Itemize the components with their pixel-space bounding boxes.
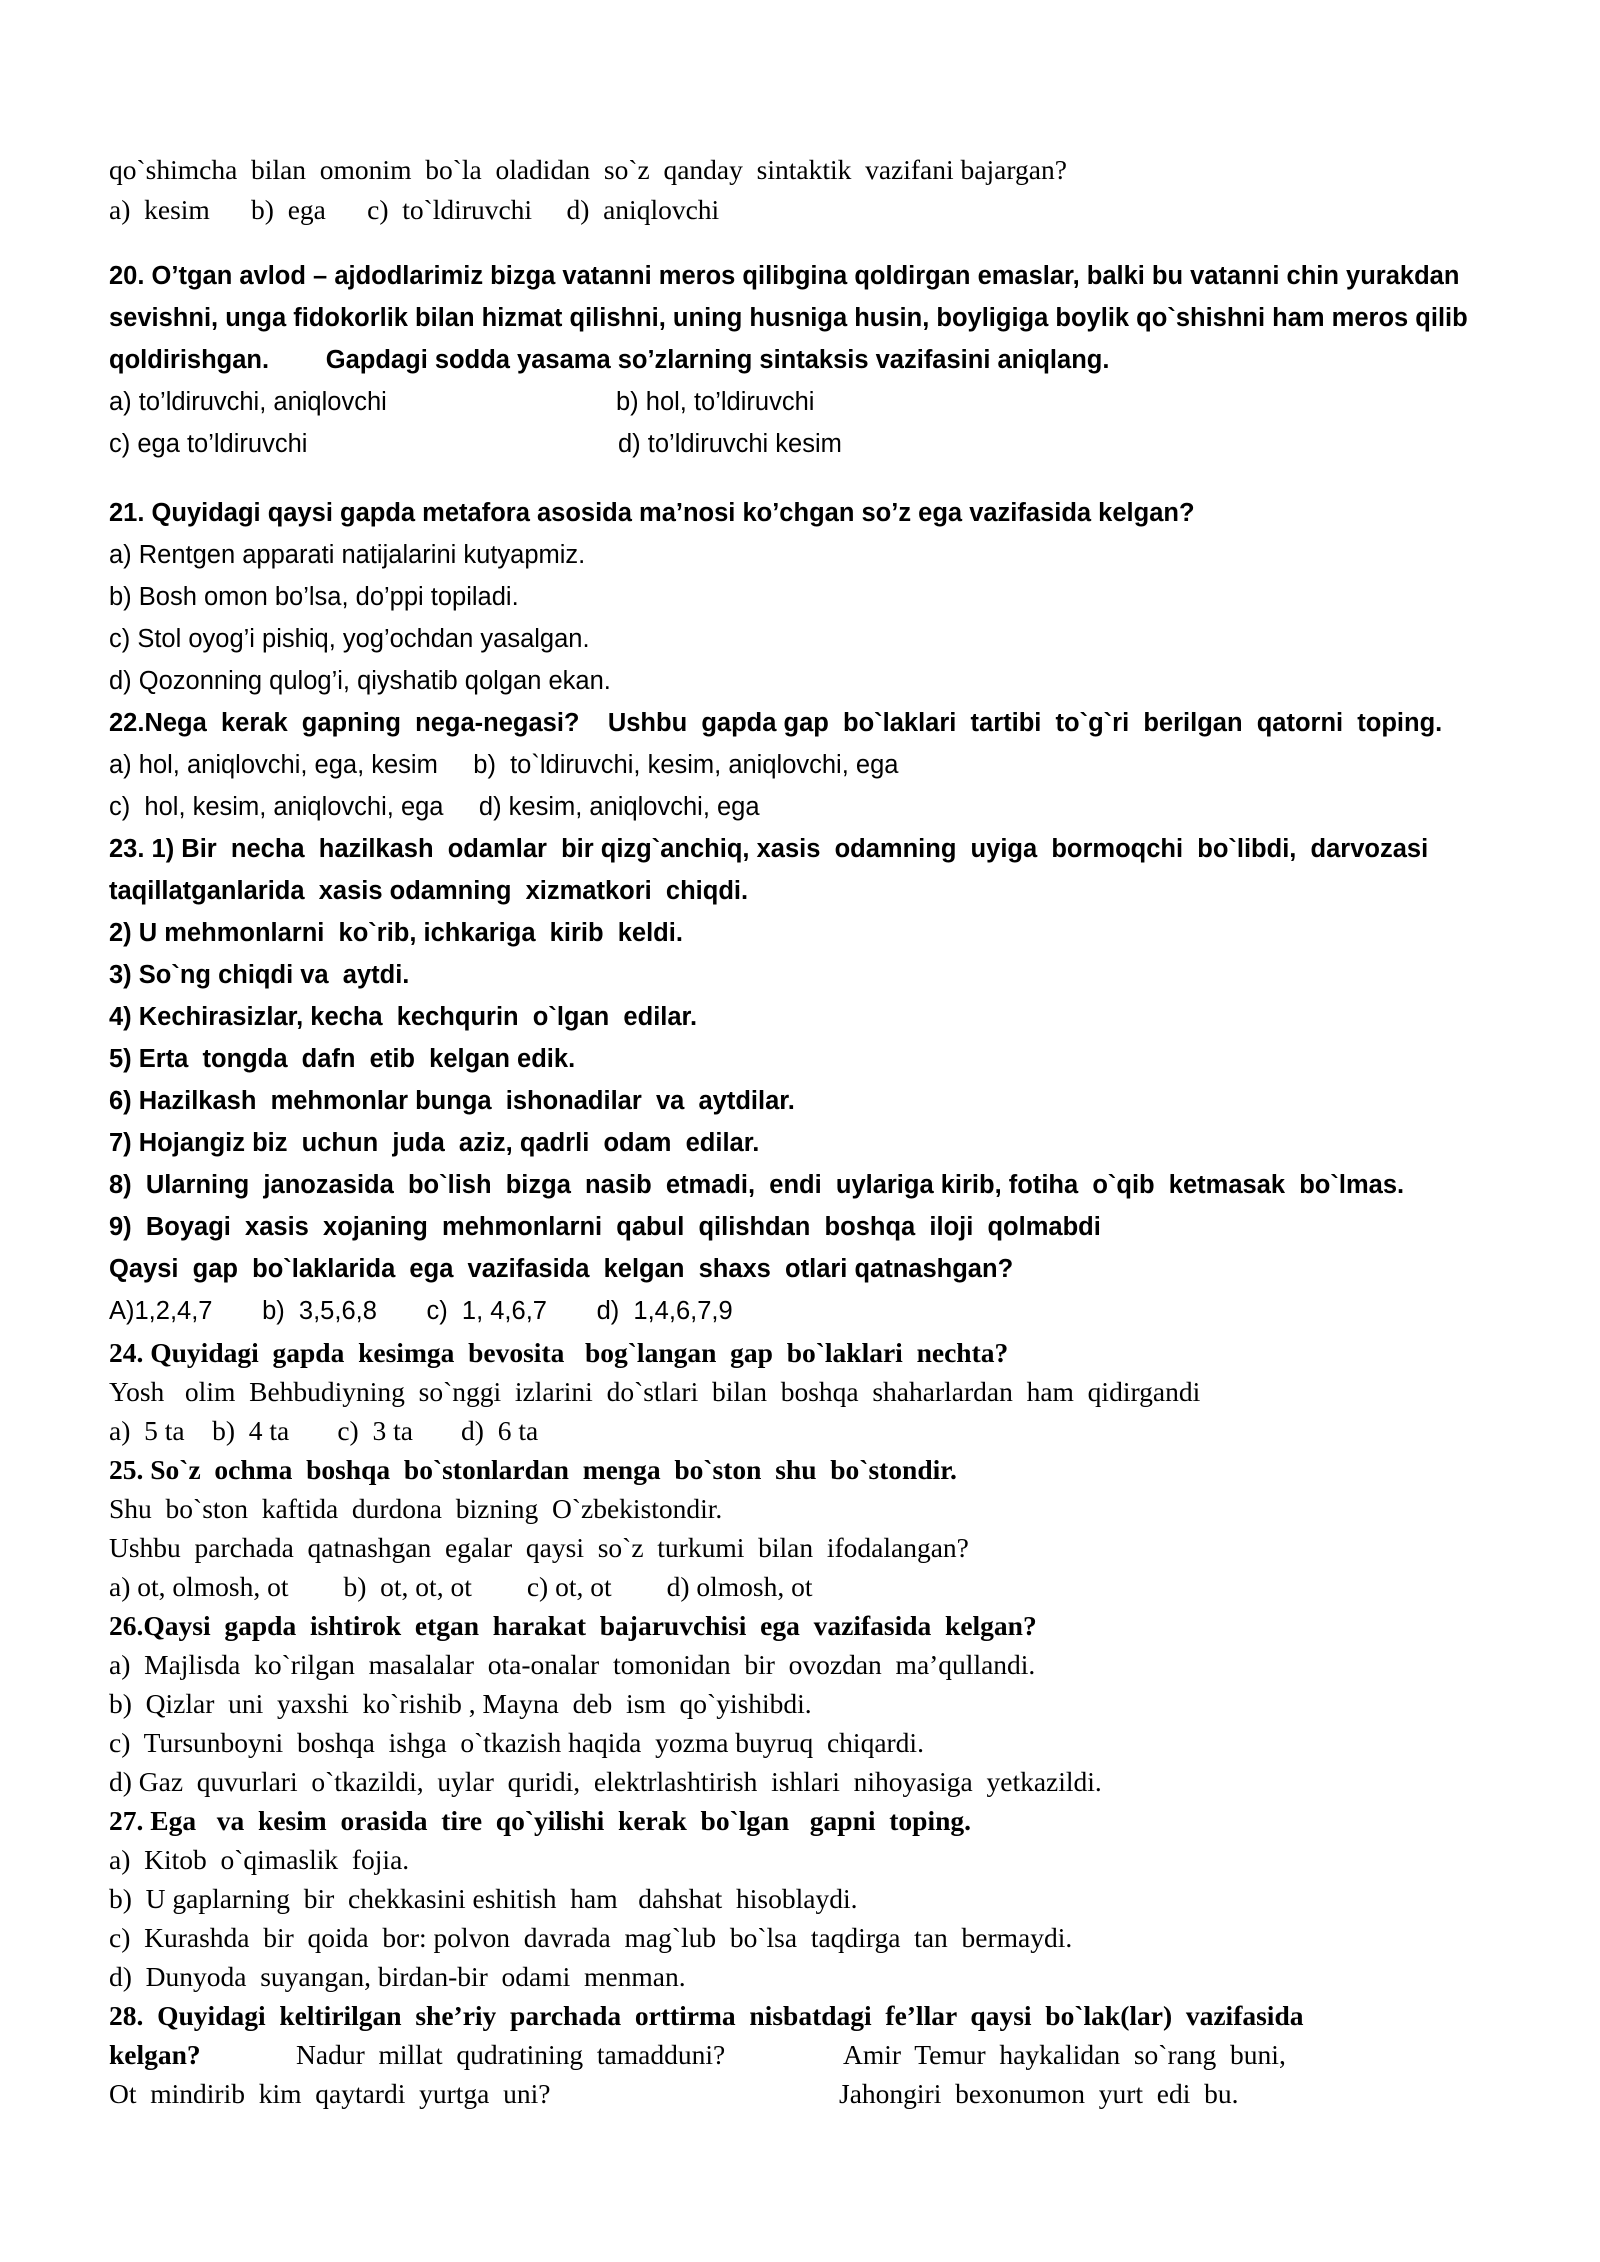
q20-option-b: b) hol, to’ldiruvchi	[616, 388, 815, 416]
q24-options: a) 5 ta b) 4 ta c) 3 ta d) 6 ta	[109, 1415, 539, 1446]
q24-question: 24. Quyidagi gapda kesimga bevosita bog`langan gap bo`laklari nechta?	[109, 1337, 1009, 1368]
q20-text-line2: sevishni, unga fidokorlik bilan hizmat qilishni, uning husniga husin, boyligiga boylik qo`shishni ham meros qilib	[109, 304, 1468, 332]
q23-question: Qaysi gap bo`laklarida ega vazifasida kelgan shaxs otlari qatnashgan?	[109, 1255, 1014, 1283]
q25-options: a) ot, olmosh, ot b) ot, ot, ot c) ot, ot d) olmosh, ot	[109, 1571, 813, 1602]
q28-verse-line4: Jahongiri bexonumon yurt edi bu.	[839, 2078, 1239, 2109]
q25-verse-line2: Shu bo`ston kaftida durdona bizning O`zbekistondir.	[109, 1493, 723, 1524]
q23-options: A)1,2,4,7 b) 3,5,6,8 c) 1, 4,6,7 d) 1,4,6,7,9	[109, 1297, 733, 1325]
q26-option-b: b) Qizlar uni yaxshi ko`rishib , Mayna deb ism qo`yishibdi.	[109, 1688, 812, 1719]
q26-option-a: a) Majlisda ko`rilgan masalalar ota-onalar tomonidan bir ovozdan ma’qullandi.	[109, 1649, 1036, 1680]
q21-option-b: b) Bosh omon bo’lsa, do’ppi topiladi.	[109, 583, 519, 611]
q22-options-line2: c) hol, kesim, aniqlovchi, ega d) kesim, aniqlovchi, ega	[109, 793, 760, 821]
q26-question: 26.Qaysi gapda ishtirok etgan harakat bajaruvchisi ega vazifasida kelgan?	[109, 1610, 1037, 1641]
q28-verse-line3: Ot mindirib kim qaytardi yurtga uni?	[109, 2078, 551, 2109]
q20-option-d: d) to’ldiruvchi kesim	[618, 430, 842, 458]
q27-option-d: d) Dunyoda suyangan, birdan-bir odami menman.	[109, 1961, 686, 1992]
q23-sentence-5: 5) Erta tongda dafn etib kelgan edik.	[109, 1045, 576, 1073]
q28-question-line1: 28. Quyidagi keltirilgan she’riy parchada orttirma nisbatdagi fe’llar qaysi bo`lak(lar) vazifasida	[109, 2000, 1304, 2031]
q26-option-c: c) Tursunboyni boshqa ishga o`tkazish haqida yozma buyruq chiqardi.	[109, 1727, 924, 1758]
q24-sentence: Yosh olim Behbudiyning so`nggi izlarini do`stlari bilan boshqa shaharlardan ham qidirgandi	[109, 1376, 1201, 1407]
q28-verse-line2: Amir Temur haykalidan so`rang buni,	[843, 2039, 1286, 2070]
q21-option-d: d) Qozonning qulog’i, qiyshatib qolgan ekan.	[109, 667, 611, 695]
q25-question: Ushbu parchada qatnashgan egalar qaysi so`z turkumi bilan ifodalangan?	[109, 1532, 969, 1563]
q20-text-line3: qoldirishgan. Gapdagi sodda yasama so’zlarning sintaksis vazifasini aniqlang.	[109, 346, 1110, 374]
q21-option-a: a) Rentgen apparati natijalarini kutyapmiz.	[109, 541, 586, 569]
q20-option-c: c) ega to’ldiruvchi	[109, 430, 308, 458]
q21-question: 21. Quyidagi qaysi gapda metafora asosida ma’nosi ko’chgan so’z ega vazifasida kelgan?	[109, 499, 1195, 527]
q19-options: a) kesim b) ega c) to`ldiruvchi d) aniqlovchi	[109, 194, 720, 225]
q23-sentence-4: 4) Kechirasizlar, kecha kechqurin o`lgan edilar.	[109, 1003, 698, 1031]
q23-sentence-8: 8) Ularning janozasida bo`lish bizga nasib etmadi, endi uylariga kirib, fotiha o`qib ketmasak bo`lmas.	[109, 1171, 1405, 1199]
q23-sentence-2: 2) U mehmonlarni ko`rib, ichkariga kirib keldi.	[109, 919, 683, 947]
q27-option-b: b) U gaplarning bir chekkasini eshitish ham dahshat hisoblaydi.	[109, 1883, 858, 1914]
q21-option-c: c) Stol oyog’i pishiq, yog’ochdan yasalgan.	[109, 625, 590, 653]
q23-text-line2: taqillatganlarida xasis odamning xizmatkori chiqdi.	[109, 877, 749, 905]
q22-options-line1: a) hol, aniqlovchi, ega, kesim b) to`ldiruvchi, kesim, aniqlovchi, ega	[109, 751, 899, 779]
q23-text-line1: 23. 1) Bir necha hazilkash odamlar bir qizg`anchiq, xasis odamning uyiga bormoqchi bo`libdi, darvozasi	[109, 835, 1429, 863]
q19-question-tail: qo`shimcha bilan omonim bo`la oladidan so`z qanday sintaktik vazifani bajargan?	[109, 154, 1067, 185]
q23-sentence-6: 6) Hazilkash mehmonlar bunga ishonadilar va aytdilar.	[109, 1087, 795, 1115]
q23-sentence-7: 7) Hojangiz biz uchun juda aziz, qadrli odam edilar.	[109, 1129, 760, 1157]
q26-option-d: d) Gaz quvurlari o`tkazildi, uylar quridi, elektrlashtirish ishlari nihoyasiga yetkazildi.	[109, 1766, 1102, 1797]
q27-option-c: c) Kurashda bir qoida bor: polvon davrada mag`lub bo`lsa taqdirga tan bermaydi.	[109, 1922, 1073, 1953]
q20-text-line1: 20. O’tgan avlod – ajdodlarimiz bizga vatanni meros qilibgina qoldirgan emaslar, balki bu vatanni chin yurakdan	[109, 262, 1460, 290]
q27-option-a: a) Kitob o`qimaslik fojia.	[109, 1844, 410, 1875]
q20-option-a: a) to’ldiruvchi, aniqlovchi	[109, 388, 387, 416]
q23-sentence-3: 3) So`ng chiqdi va aytdi.	[109, 961, 410, 989]
q28-question-line2: kelgan?	[109, 2039, 201, 2070]
q25-verse-line1: 25. So`z ochma boshqa bo`stonlardan menga bo`ston shu bo`stondir.	[109, 1454, 957, 1485]
q27-question: 27. Ega va kesim orasida tire qo`yilishi kerak bo`lgan gapni toping.	[109, 1805, 972, 1836]
q28-verse-line1: Nadur millat qudratining tamadduni?	[296, 2039, 726, 2070]
q23-sentence-9: 9) Boyagi xasis xojaning mehmonlarni qabul qilishdan boshqa iloji qolmabdi	[109, 1213, 1101, 1241]
q22-question: 22.Nega kerak gapning nega-negasi? Ushbu gapda gap bo`laklari tartibi to`g`ri berilgan qatorni toping.	[109, 709, 1443, 737]
